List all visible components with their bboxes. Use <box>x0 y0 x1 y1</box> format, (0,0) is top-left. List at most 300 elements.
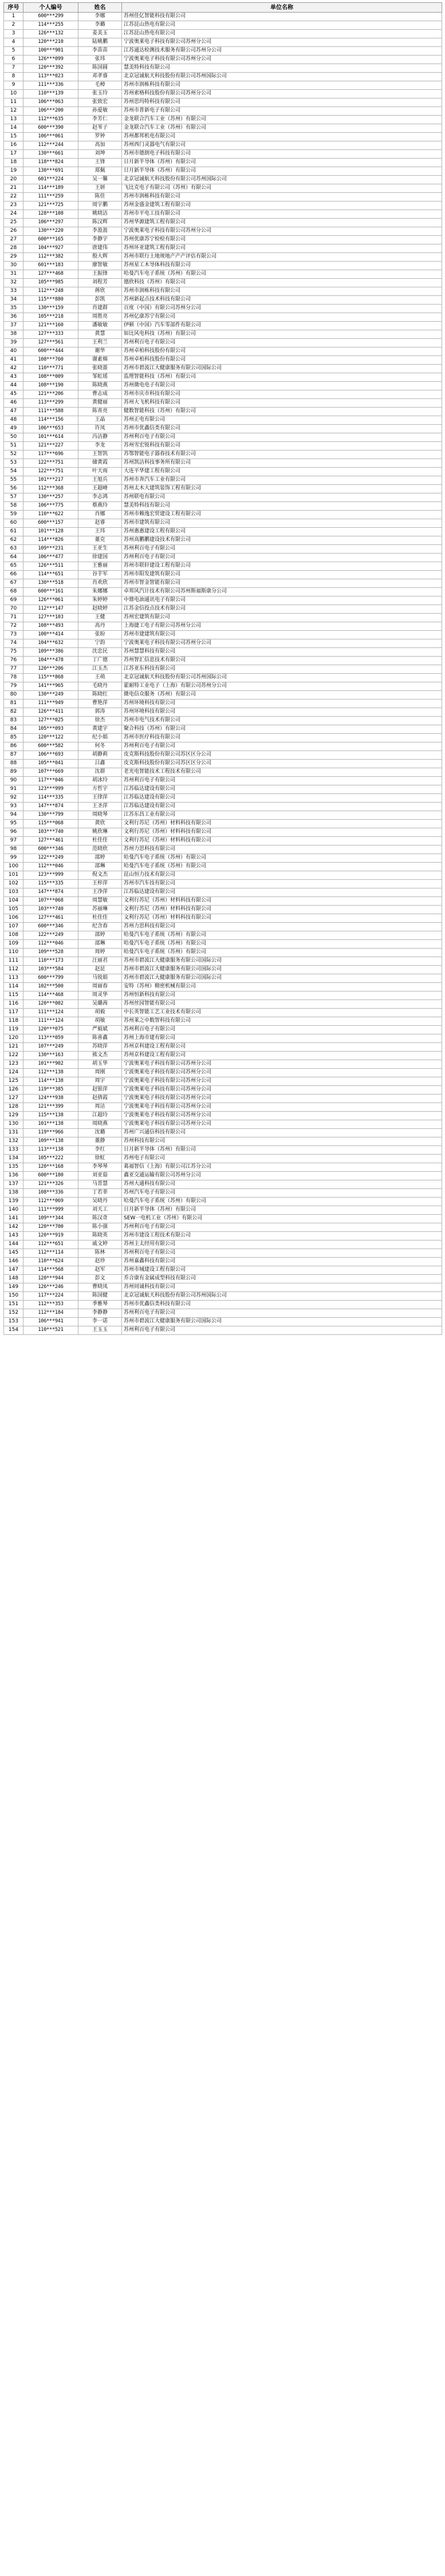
table-row <box>4 545 442 554</box>
cell-unit: 文利行苏尼（苏州）材料科技有限公司 <box>122 914 442 923</box>
cell-name: 周丽春 <box>78 983 122 991</box>
table-row <box>4 287 442 296</box>
cell-name: 陈佳 <box>78 193 122 202</box>
cell-name: 纪含春 <box>78 923 122 931</box>
cell-name: 潘敏敏 <box>78 322 122 330</box>
cell-name: 徐建国 <box>78 554 122 562</box>
cell-name: 李琴琴 <box>78 1163 122 1172</box>
cell-personal-id: 130***661 <box>23 150 78 159</box>
cell-personal-id: 600***444 <box>23 347 78 356</box>
cell-index: 57 <box>4 493 23 502</box>
table-row <box>4 674 442 682</box>
cell-personal-id: 111***259 <box>23 193 78 202</box>
table-row <box>4 631 442 639</box>
cell-name: 郭涛 <box>78 708 122 717</box>
cell-index: 53 <box>4 459 23 468</box>
cell-index: 104 <box>4 897 23 906</box>
cell-personal-id: 111***336 <box>23 81 78 90</box>
cell-personal-id: 112***138 <box>23 1069 78 1077</box>
cell-unit: 苏州利百电子有限公司 <box>122 777 442 785</box>
cell-name: 周婷 <box>78 949 122 957</box>
table-row <box>4 408 442 416</box>
table-row <box>4 1198 442 1206</box>
cell-index: 20 <box>4 176 23 184</box>
cell-unit: 苏州市联行土地规地产产产评估有限公司 <box>122 253 442 262</box>
cell-personal-id: 600***346 <box>23 923 78 931</box>
cell-personal-id: 101***217 <box>23 476 78 485</box>
cell-name: 毛晓丹 <box>78 682 122 691</box>
table-row <box>4 1043 442 1052</box>
cell-name: 纪小娟 <box>78 734 122 742</box>
cell-unit: 江苏昆山热电有限公司 <box>122 21 442 30</box>
cell-name: 王净萍 <box>78 888 122 897</box>
cell-personal-id: 130***691 <box>23 167 78 176</box>
cell-index: 91 <box>4 785 23 794</box>
table-row <box>4 468 442 476</box>
cell-name: 李娜 <box>78 13 122 21</box>
table-row <box>4 56 442 64</box>
cell-personal-id: 601***183 <box>23 262 78 270</box>
cell-personal-id: 104***632 <box>23 639 78 648</box>
cell-personal-id: 120***700 <box>23 1223 78 1232</box>
column-header-index: 序号 <box>4 3 23 13</box>
cell-unit: 苏州汽车电子有限公司 <box>122 1189 442 1198</box>
cell-index: 151 <box>4 1301 23 1309</box>
cell-unit: 大连平华建工程有限公司 <box>122 468 442 476</box>
table-row <box>4 236 442 244</box>
cell-unit: 江苏昆山热电有限公司 <box>122 30 442 38</box>
table-row <box>4 785 442 794</box>
cell-personal-id: 126***246 <box>23 1283 78 1292</box>
table-row <box>4 476 442 485</box>
cell-unit: 苏州利百电子有限公司 <box>122 1026 442 1034</box>
table-row <box>4 1292 442 1301</box>
cell-personal-id: 100***414 <box>23 631 78 639</box>
cell-unit: 哈曼汽车电子系统（苏州）有限公司 <box>122 949 442 957</box>
cell-unit: 如比风电科技（苏州）有限公司 <box>122 330 442 339</box>
cell-unit: 苏州市平电工技有限公司 <box>122 210 442 219</box>
cell-name: 廖智敏 <box>78 262 122 270</box>
table-row <box>4 820 442 828</box>
cell-name: 肖娜 <box>78 511 122 519</box>
cell-index: 133 <box>4 1146 23 1155</box>
table-row <box>4 1206 442 1215</box>
cell-index: 118 <box>4 1017 23 1026</box>
cell-name: 黄建宇 <box>78 725 122 734</box>
cell-name: 方哲宇 <box>78 785 122 794</box>
table-row <box>4 1223 442 1232</box>
cell-index: 1 <box>4 13 23 21</box>
cell-index: 43 <box>4 373 23 382</box>
cell-name: 陈汉奇 <box>78 1215 122 1223</box>
cell-personal-id: 105***041 <box>23 760 78 768</box>
cell-unit: 苏州市碧波江大健康服务有限公司国际公司 <box>122 365 442 373</box>
cell-personal-id: 106***477 <box>23 554 78 562</box>
table-row <box>4 1026 442 1034</box>
table-row <box>4 1232 442 1240</box>
cell-unit: 葛福智信（上海）有限公司江苏分公司 <box>122 1163 442 1172</box>
cell-index: 142 <box>4 1223 23 1232</box>
cell-name: 毛樟 <box>78 81 122 90</box>
cell-index: 113 <box>4 974 23 983</box>
cell-index: 105 <box>4 906 23 914</box>
cell-unit: 苏州西门灵器电气有限公司 <box>122 141 442 150</box>
cell-name: 王萌 <box>78 674 122 682</box>
table-row <box>4 957 442 966</box>
cell-unit: 监理智能科技（苏州）有限公司 <box>122 373 442 382</box>
cell-unit: 日月新半导体（苏州）有限公司 <box>122 1146 442 1155</box>
cell-unit: 文利行苏尼（苏州）材料科技有限公司 <box>122 906 442 914</box>
cell-name: 王雅丽 <box>78 562 122 571</box>
cell-unit: 苏州都邦机电有限公司 <box>122 133 442 141</box>
cell-name: 倪文杰 <box>78 871 122 880</box>
cell-name: 胡静莉 <box>78 751 122 760</box>
cell-unit: 卓邦风汽计技术有限公司苏州斯福斯康分公司 <box>122 588 442 596</box>
table-row <box>4 433 442 442</box>
cell-unit: 北京冠诚航天科技股份有限公司苏州国际公司 <box>122 1292 442 1301</box>
cell-unit: 苏州利百电子有限公司 <box>122 339 442 347</box>
cell-unit: SEW一电机工业（苏州）有限公司 <box>122 1215 442 1223</box>
cell-personal-id: 105***222 <box>23 1155 78 1163</box>
cell-unit: 宁波奥莱电子科技有限公司苏州分公司 <box>122 1086 442 1095</box>
table-row <box>4 1095 442 1103</box>
cell-index: 72 <box>4 622 23 631</box>
table-row <box>4 803 442 811</box>
cell-personal-id: 147***874 <box>23 888 78 897</box>
cell-index: 63 <box>4 545 23 554</box>
cell-unit: 苏州市润栋科技有限公司 <box>122 81 442 90</box>
table-row <box>4 399 442 408</box>
cell-personal-id: 126***132 <box>23 30 78 38</box>
cell-unit: 苏州同诚科技有限公司 <box>122 1283 442 1292</box>
cell-name: 周晓燕 <box>78 1120 122 1129</box>
table-row <box>4 150 442 159</box>
cell-index: 112 <box>4 966 23 974</box>
cell-name: 吴晓丹 <box>78 1198 122 1206</box>
cell-unit: 苏州广兴通信科技有限公司 <box>122 1129 442 1137</box>
table-row <box>4 442 442 451</box>
cell-index: 103 <box>4 888 23 897</box>
cell-name: 赵军 <box>78 1266 122 1275</box>
cell-index: 19 <box>4 167 23 176</box>
cell-unit: 慧美特科技有限公司 <box>122 64 442 73</box>
cell-unit: 苏州市庆市科技有限公司 <box>122 390 442 399</box>
cell-unit: 苏州智汇信息技术有限公司 <box>122 657 442 665</box>
table-row <box>4 133 442 141</box>
cell-index: 87 <box>4 751 23 760</box>
cell-index: 120 <box>4 1034 23 1043</box>
cell-name: 邹虹瑶 <box>78 373 122 382</box>
cell-name: 吕鑫 <box>78 760 122 768</box>
cell-index: 99 <box>4 854 23 863</box>
cell-unit: 日月新半导体（苏州）有限公司 <box>122 1206 442 1215</box>
cell-personal-id: 122***249 <box>23 854 78 863</box>
cell-name: 马晋慧 <box>78 1180 122 1189</box>
cell-unit: 宁波奥莱电子科技有限公司苏州分公司 <box>122 1112 442 1120</box>
cell-index: 7 <box>4 64 23 73</box>
cell-unit: 宁波奥莱电子科技有限公司苏州分公司 <box>122 38 442 47</box>
cell-name: 徐虹 <box>78 1155 122 1163</box>
table-row <box>4 1258 442 1266</box>
cell-personal-id: 112***368 <box>23 485 78 493</box>
table-row <box>4 502 442 511</box>
cell-index: 121 <box>4 1043 23 1052</box>
cell-index: 40 <box>4 347 23 356</box>
cell-personal-id: 126***061 <box>23 596 78 605</box>
cell-unit: 苏州索格科技股份有限公司苏州分公司 <box>122 90 442 98</box>
cell-name: 周胜亮 <box>78 313 122 322</box>
table-row <box>4 21 442 30</box>
cell-name: 谢华 <box>78 347 122 356</box>
cell-personal-id: 112***046 <box>23 863 78 871</box>
cell-index: 101 <box>4 871 23 880</box>
cell-personal-id: 108***760 <box>23 356 78 365</box>
cell-unit: 苏州市碧波江大健康服务有限公司国际公司 <box>122 1318 442 1326</box>
table-row <box>4 1112 442 1120</box>
cell-name: 陈汉辉 <box>78 219 122 227</box>
table-row <box>4 1129 442 1137</box>
cell-unit: 伊顿（中国）汽车零部件有限公司 <box>122 322 442 330</box>
cell-unit: 苏州市润栋科技有限公司 <box>122 287 442 296</box>
cell-unit: 苏州利百电子有限公司 <box>122 1223 442 1232</box>
cell-personal-id: 600***346 <box>23 846 78 854</box>
cell-personal-id: 114***335 <box>23 794 78 803</box>
cell-index: 107 <box>4 923 23 931</box>
cell-index: 38 <box>4 330 23 339</box>
cell-unit: 苏州市德朗电子科技有限公司 <box>122 150 442 159</box>
cell-unit: 哈曼汽车电子系统（苏州）有限公司 <box>122 940 442 949</box>
cell-personal-id: 107***068 <box>23 897 78 906</box>
cell-name: 李红 <box>78 1146 122 1155</box>
table-row <box>4 322 442 330</box>
cell-index: 84 <box>4 725 23 734</box>
cell-unit: 苏州市电气技术有限公司 <box>122 717 442 725</box>
table-row <box>4 854 442 863</box>
cell-name: 曹志成 <box>78 390 122 399</box>
cell-name: 张致宏 <box>78 98 122 107</box>
cell-unit: 老光电智能技术工程技术有限公司 <box>122 768 442 777</box>
cell-name: 谢素棉 <box>78 356 122 365</box>
cell-name: 彭文 <box>78 1275 122 1283</box>
cell-personal-id: 126***511 <box>23 562 78 571</box>
cell-unit: 苏州微电电子有限公司 <box>122 382 442 390</box>
column-header-personal-id: 个人编号 <box>23 3 78 13</box>
cell-personal-id: 130***518 <box>23 579 78 588</box>
table-row <box>4 451 442 459</box>
cell-personal-id: 117***046 <box>23 777 78 785</box>
cell-personal-id: 127***461 <box>23 914 78 923</box>
cell-index: 93 <box>4 803 23 811</box>
cell-index: 75 <box>4 648 23 657</box>
cell-unit: 苏州卓柏科技股份有限公司 <box>122 356 442 365</box>
cell-personal-id: 127***561 <box>23 339 78 347</box>
table-row <box>4 30 442 38</box>
cell-index: 58 <box>4 502 23 511</box>
cell-index: 25 <box>4 219 23 227</box>
cell-index: 30 <box>4 262 23 270</box>
cell-unit: 苏州利百电子有限公司 <box>122 545 442 554</box>
cell-personal-id: 130***799 <box>23 811 78 820</box>
cell-index: 49 <box>4 425 23 433</box>
cell-unit: 日月新半导体（苏州）有限公司 <box>122 159 442 167</box>
cell-personal-id: 106***653 <box>23 425 78 433</box>
cell-personal-id: 115***335 <box>23 880 78 888</box>
table-row <box>4 579 442 588</box>
cell-personal-id: 130***249 <box>23 691 78 700</box>
cell-name: 曹艳萍 <box>78 700 122 708</box>
cell-name: 邵琳 <box>78 940 122 949</box>
cell-index: 132 <box>4 1137 23 1146</box>
cell-index: 46 <box>4 399 23 408</box>
cell-name: 罗钟 <box>78 133 122 141</box>
cell-index: 137 <box>4 1180 23 1189</box>
table-row <box>4 262 442 270</box>
cell-index: 8 <box>4 73 23 81</box>
cell-personal-id: 109***344 <box>23 1215 78 1223</box>
cell-personal-id: 112***353 <box>23 1301 78 1309</box>
cell-personal-id: 118***824 <box>23 159 78 167</box>
cell-index: 21 <box>4 184 23 193</box>
table-row <box>4 777 442 785</box>
cell-index: 15 <box>4 133 23 141</box>
cell-personal-id: 112***046 <box>23 940 78 949</box>
cell-personal-id: 113***059 <box>23 1034 78 1043</box>
cell-unit: 苏州环境科技有限公司 <box>122 700 442 708</box>
cell-personal-id: 105***218 <box>23 313 78 322</box>
cell-index: 17 <box>4 150 23 159</box>
cell-unit: 苏州环境科技有限公司 <box>122 708 442 717</box>
cell-index: 141 <box>4 1215 23 1223</box>
cell-index: 29 <box>4 253 23 262</box>
cell-index: 34 <box>4 296 23 305</box>
table-row <box>4 734 442 742</box>
cell-unit: 苏州市阳发建筑有限公司 <box>122 571 442 579</box>
table-row <box>4 1155 442 1163</box>
cell-name: 邵琳 <box>78 863 122 871</box>
cell-personal-id: 130***257 <box>23 493 78 502</box>
table-row <box>4 751 442 760</box>
cell-index: 109 <box>4 940 23 949</box>
cell-personal-id: 120***206 <box>23 665 78 674</box>
cell-personal-id: 114***138 <box>23 1077 78 1086</box>
cell-index: 145 <box>4 1249 23 1258</box>
cell-unit: 江苏通达检测技术服务有限公司苏州分公司 <box>122 47 442 56</box>
table-row <box>4 991 442 1000</box>
cell-personal-id: 109***528 <box>23 949 78 957</box>
cell-personal-id: 120***944 <box>23 1275 78 1283</box>
table-row <box>4 588 442 596</box>
cell-unit: 苏州市建筑有限公司 <box>122 519 442 528</box>
cell-index: 39 <box>4 339 23 347</box>
cell-personal-id: 106***775 <box>23 502 78 511</box>
cell-personal-id: 128***108 <box>23 210 78 219</box>
cell-personal-id: 601***224 <box>23 176 78 184</box>
cell-unit: 苏州市建建筑有限公司 <box>122 631 442 639</box>
cell-name: 朱娜娜 <box>78 588 122 596</box>
column-header-unit: 单位名称 <box>122 3 442 13</box>
cell-name: 周洁 <box>78 1103 122 1112</box>
cell-index: 148 <box>4 1275 23 1283</box>
table-row <box>4 244 442 253</box>
cell-personal-id: 600***165 <box>23 236 78 244</box>
table-row <box>4 519 442 528</box>
cell-unit: 皮克斯科技股份有限公司苏区区分公司 <box>122 751 442 760</box>
table-row <box>4 184 442 193</box>
table-row <box>4 949 442 957</box>
cell-personal-id: 112***651 <box>23 1240 78 1249</box>
cell-name: 李静静 <box>78 1309 122 1318</box>
table-row <box>4 339 442 347</box>
cell-name: 周灵华 <box>78 991 122 1000</box>
cell-unit: 哈曼汽车电子系统（苏州）有限公司 <box>122 931 442 940</box>
table-row <box>4 64 442 73</box>
cell-personal-id: 600***157 <box>23 519 78 528</box>
cell-index: 88 <box>4 760 23 768</box>
cell-index: 128 <box>4 1103 23 1112</box>
cell-personal-id: 112***184 <box>23 1309 78 1318</box>
cell-index: 127 <box>4 1095 23 1103</box>
cell-unit: 苏州市赖逸宏贸建设工程有限公司 <box>122 511 442 519</box>
cell-unit: 苏州京科建设工程有限公司 <box>122 1052 442 1060</box>
table-row <box>4 880 442 888</box>
cell-unit: 苏州佳亿智能科技有限公司 <box>122 13 442 21</box>
cell-personal-id: 110***173 <box>23 957 78 966</box>
cell-unit: 江苏临达建设有限公司 <box>122 888 442 897</box>
cell-name: 周刚 <box>78 1069 122 1077</box>
table-row <box>4 365 442 373</box>
cell-personal-id: 127***333 <box>23 330 78 339</box>
cell-index: 85 <box>4 734 23 742</box>
personnel-roster-table <box>3 2 442 1335</box>
table-row <box>4 1103 442 1112</box>
table-row <box>4 425 442 433</box>
cell-name: 赵银萍 <box>78 1086 122 1095</box>
cell-name: 曹晓凤 <box>78 1283 122 1292</box>
cell-index: 92 <box>4 794 23 803</box>
table-row <box>4 1240 442 1249</box>
cell-personal-id: 113***138 <box>23 1146 78 1155</box>
cell-unit: 微电信众服务（苏州）有限公司 <box>122 691 442 700</box>
column-header-name: 姓名 <box>78 3 122 13</box>
table-row <box>4 124 442 133</box>
table-row <box>4 227 442 236</box>
cell-unit: 苏州亿康苏宁有限公司 <box>122 313 442 322</box>
cell-name: 邓孝睿 <box>78 73 122 81</box>
cell-unit: 皮克斯科技股份有限公司苏区区分公司 <box>122 760 442 768</box>
cell-name: 叶天雨 <box>78 468 122 476</box>
cell-personal-id: 104***478 <box>23 657 78 665</box>
cell-unit: 江苏临达建设有限公司 <box>122 803 442 811</box>
cell-personal-id: 600***180 <box>23 1172 78 1180</box>
cell-name: 李志鸿 <box>78 493 122 502</box>
cell-personal-id: 108***336 <box>23 1189 78 1198</box>
cell-name: 李璐 <box>78 21 122 30</box>
cell-index: 115 <box>4 991 23 1000</box>
table-row <box>4 923 442 931</box>
cell-name: 高丹 <box>78 622 122 631</box>
table-row <box>4 390 442 399</box>
cell-name: 殷大辉 <box>78 253 122 262</box>
table-row <box>4 98 442 107</box>
cell-personal-id: 127***461 <box>23 837 78 846</box>
table-row <box>4 846 442 854</box>
cell-unit: 苏州星工木导体科技有限公司 <box>122 262 442 270</box>
cell-index: 119 <box>4 1026 23 1034</box>
cell-personal-id: 114***826 <box>23 536 78 545</box>
cell-personal-id: 112***382 <box>23 253 78 262</box>
cell-index: 42 <box>4 365 23 373</box>
cell-unit: 苏州上海市建有限公司 <box>122 1034 442 1043</box>
